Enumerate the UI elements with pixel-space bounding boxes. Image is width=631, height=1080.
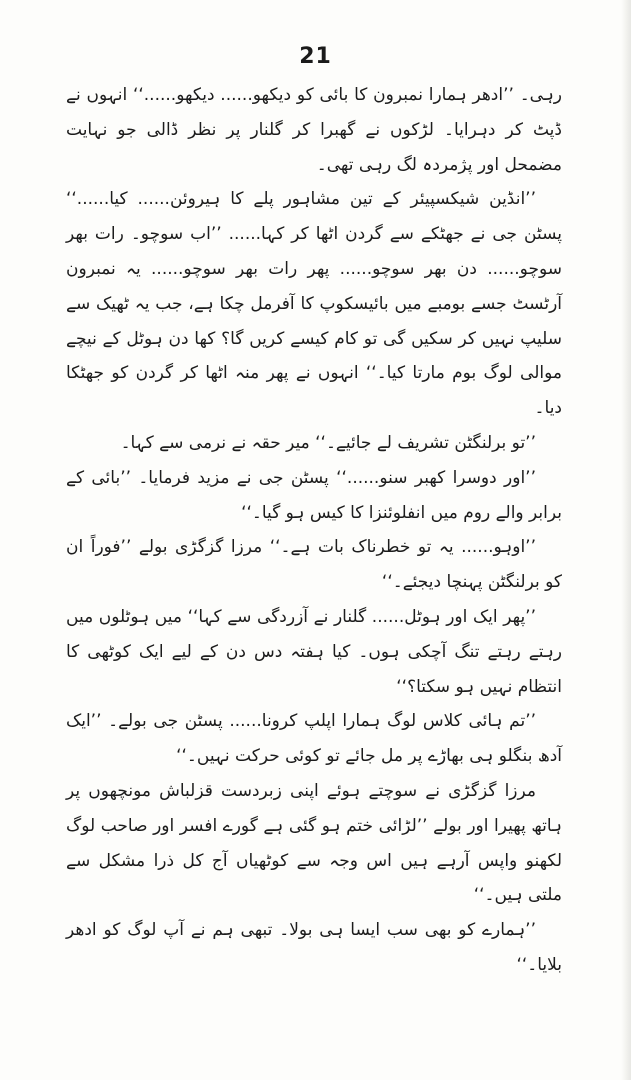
page-edge-shading — [621, 0, 631, 1080]
paragraph: ’’تم ہائی کلاس لوگ ہمارا اپلپ کرونا...... پسٹن جی بولے۔ ’’ایک آدھ بنگلو ہی بھاڑے پر مل جائے تو کوئی حرکت نہیں۔‘‘ — [66, 711, 562, 767]
paragraph: مرزا گزگڑی نے سوچتے ہوئے اپنی زبردست قزلباش مونچھوں پر ہاتھ پھیرا اور بولے ’’لڑائی ختم ہو گئی ہے گورے افسر اور صاحب لوگ لکھنو واپس آرہے ہیں اس وجہ سے کوٹھیاں آج کل ذرا مشکل سے ملتی ہیں۔‘‘ — [66, 780, 562, 906]
paragraph: ’’پھر ایک اور ہوٹل...... گلنار نے آزردگی سے کہا‘‘ میں ہوٹلوں میں رہتے رہتے تنگ آچکی ہوں۔ کیا ہفتہ دس دن کے لیے ایک کوٹھی کا انتظام نہیں ہو سکتا؟‘‘ — [66, 606, 562, 697]
paragraph: ’’اوہو...... یہ تو خطرناک بات ہے۔‘‘ مرزا گزگڑی بولے ’’فوراً ان کو برلنگٹن پہنچا دیجئے۔‘‘ — [66, 537, 562, 593]
page-number: 21 — [299, 44, 332, 69]
paragraph: ’’تو برلنگٹن تشریف لے جائیے۔‘‘ میر حقہ نے نرمی سے کہا۔ — [120, 432, 536, 453]
paragraph: رہی۔ ’’ادھر ہمارا نمبرون کا بائی کو دیکھو...... دیکھو......‘‘ انہوں نے ڈپٹ کر دہرایا۔ لڑکوں نے گھبرا کر گلنار پر نظر ڈالی جو نہایت مضمحل اور پژمردہ لگ رہی تھی۔ — [66, 85, 562, 175]
paragraph: ’’انڈین شیکسپیئر کے تین مشاہور پلے کا ہیروئن...... کیا......‘‘ پسٹن جی نے جھٹکے سے گردن اٹھا کر کہا...... ’’اب سوچو۔ رات بھر سوچو...... دن بھر سوچو...... پھر رات بھر سوچو...... یہ نمبرون آرٹسٹ جسے بومبے میں بائیسکوپ کا آفرمل چکا ہے، جب یہ ٹھیک سے سلیپ نہیں کر سکیں گی تو کام کیسے کریں گا؟ کھا دن ہوٹل کے نیچے موالی لوگ بوم مارتا کیا۔‘‘ انہوں نے پھر منہ اٹھا کر گردن کو جھٹکا دیا۔ — [66, 189, 562, 419]
paragraph: ’’اور دوسرا کھبر سنو......‘‘ پسٹن جی نے مزید فرمایا۔ ’’بائی کے برابر والے روم میں انفلوئنزا کا کیس ہو گیا۔‘‘ — [66, 467, 562, 523]
body-text — [66, 78, 562, 983]
paragraph: ’’ہمارے کو بھی سب ایسا ہی بولا۔ تبھی ہم نے آپ لوگ کو ادھر بلایا۔‘‘ — [66, 920, 562, 975]
